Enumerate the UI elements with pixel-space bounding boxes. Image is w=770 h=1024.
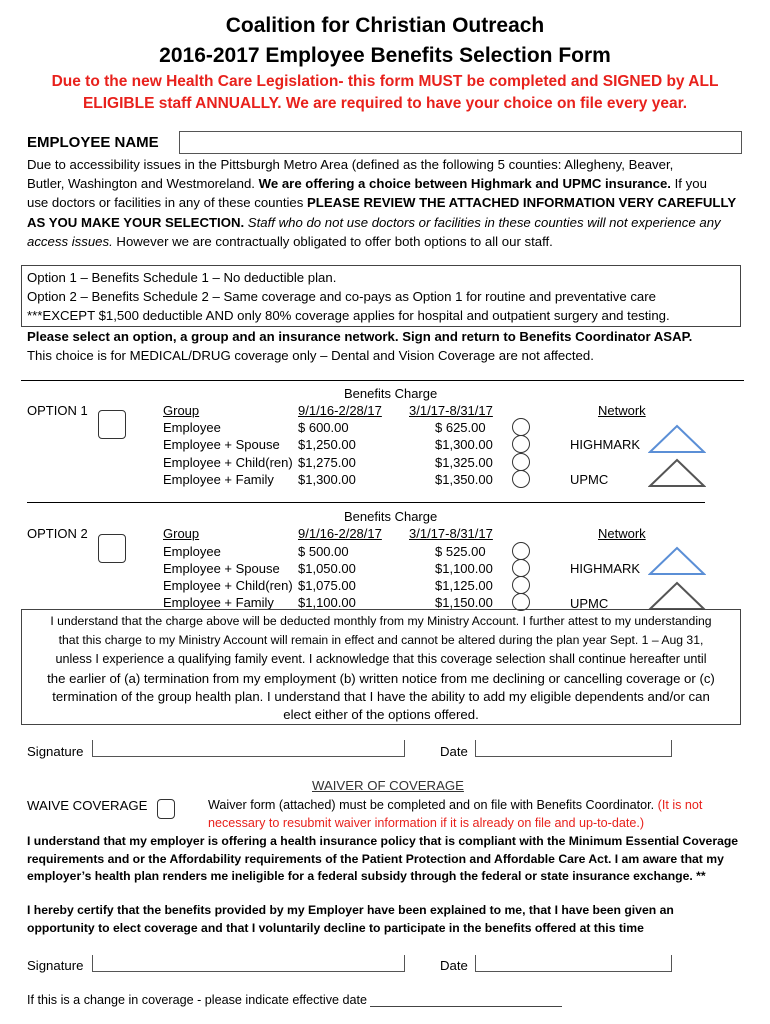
employee-name-label: EMPLOYEE NAME [27,134,159,151]
option1-group-radio[interactable] [512,453,530,471]
option2-network-highmark: HIGHMARK [570,561,641,576]
date-field-1[interactable] [475,740,672,757]
signature-label-1: Signature [27,744,84,759]
option1-period1-header: 9/1/16-2/28/17 [298,403,382,418]
waiver-cert-1: I understand that my employer is offering a health insurance policy that is compliant with the Minimum Essential Coverage [27,834,739,848]
signature-field-2[interactable] [92,955,405,972]
option1-row-group: Employee [163,420,221,435]
waiver-cert-5: opportunity to elect coverage and that I voluntarily decline to participate in the benefits offered at this time [27,921,644,935]
option1-row-p1: $1,275.00 [298,455,356,470]
option1-row-group: Employee + Child(ren) [163,455,293,470]
intro-line-5 [27,232,747,251]
waiver-text-1a: Waiver form (attached) must be completed and on file with Benefits Coordinator. [208,798,658,812]
option1-label: OPTION 1 [27,403,88,418]
intro-line-5b: However we are contractually obligated to offer both options to all our staff. [112,233,553,249]
notice-line-2: ELIGIBLE staff ANNUALLY. We are required to have your choice on file every year. [82,95,688,112]
option2-group-header: Group [163,526,200,541]
form-title: 2016-2017 Employee Benefits Selection Form [159,44,611,67]
option1-row-group: Employee + Family [163,472,274,487]
option1-row-p2: $1,300.00 [435,437,493,452]
option2-upmc-triangle-icon[interactable] [648,581,706,611]
date-field-2[interactable] [475,955,672,972]
intro-line-5a: access issues. [27,233,113,249]
option1-row-p2: $1,350.00 [435,472,493,487]
option2-highmark-triangle-icon[interactable] [648,546,706,576]
option1-benefits-charge: Benefits Charge [344,386,438,401]
option1-group-radio[interactable] [512,470,530,488]
option1-row-p1: $1,250.00 [298,437,356,452]
waiver-text-1-red: (It is not [657,798,703,812]
intro-line-3b: PLEASE REVIEW THE ATTACHED INFORMATION VERY CAREFULLY [307,195,737,211]
signature-field-1[interactable] [92,740,405,757]
intro-line-2 [27,174,747,193]
waiver-text-2: necessary to resubmit waiver information if it is already on file and up-to-date.) [208,816,645,830]
change-effective-date-label: If this is a change in coverage - please indicate effective date [27,993,368,1007]
intro-line-1: Due to accessibility issues in the Pittsburgh Metro Area (defined as the following 5 counties: Allegheny, Beaver, [27,157,674,172]
option2-row-p2: $1,150.00 [435,595,493,610]
option2-row-p1: $1,050.00 [298,561,356,576]
agreement-line-5: termination of the group health plan. I understand that I have the ability to add my eligible dependents and/or can [52,689,710,704]
option2-group-radio[interactable] [512,559,530,577]
option2-row-group: Employee + Family [163,595,274,610]
option1-upmc-triangle-icon[interactable] [648,458,706,488]
option1-network-highmark: HIGHMARK [570,437,641,452]
divider-option1 [21,380,744,381]
agreement-line-4: the earlier of (a) termination from my employment (b) written notice from me declining or cancelling coverage or (c) [47,671,715,686]
option2-checkbox[interactable] [98,534,126,563]
intro-line-2b: We are offering a choice between Highmark and UPMC insurance. [258,176,671,192]
option2-row-p2: $ 525.00 [435,544,486,559]
option2-row-p2: $1,125.00 [435,578,493,593]
option2-row-group: Employee + Spouse [163,561,280,576]
employee-name-field[interactable] [179,131,742,154]
option2-network-header: Network [598,526,646,541]
intro-line-4a: AS YOU MAKE YOUR SELECTION. [27,214,245,230]
date-label-1: Date [440,744,468,759]
waive-coverage-label: WAIVE COVERAGE [27,798,148,813]
divider-option2 [27,502,705,503]
intro-line-2c: If you [670,176,707,192]
option1-row-group: Employee + Spouse [163,437,280,452]
option2-period2-header: 3/1/17-8/31/17 [409,526,493,541]
option2-network-upmc: UPMC [570,596,609,611]
option1-row-p1: $1,300.00 [298,472,356,487]
option1-network-header: Network [598,403,646,418]
option1-period2-header: 3/1/17-8/31/17 [409,403,493,418]
option1-row-p2: $ 625.00 [435,420,486,435]
option1-checkbox[interactable] [98,410,126,439]
waive-coverage-checkbox[interactable] [157,799,175,819]
option2-row-p1: $ 500.00 [298,544,349,559]
option1-group-radio[interactable] [512,418,530,436]
agreement-line-3: unless I experience a qualifying family event. I acknowledge that this coverage selection shall continue hereafter until [55,652,707,666]
intro-line-4b: Staff who do not use doctors or facilities in these counties will not experience any [244,214,721,230]
option2-label: OPTION 2 [27,526,88,541]
option2-period1-header: 9/1/16-2/28/17 [298,526,382,541]
option1-row-p1: $ 600.00 [298,420,349,435]
option1-group-header: Group [163,403,200,418]
intro-line-2a: Butler, Washington and Westmoreland. [27,176,259,192]
option2-row-group: Employee [163,544,221,559]
option1-row-p2: $1,325.00 [435,455,493,470]
intro-line-3a: use doctors or facilities in any of these counties [27,195,308,211]
agreement-line-2: that this charge to my Ministry Account will remain in effect and cannot be altered during the plan year Sept. 1 – Aug 31, [58,633,704,647]
intro-paragraph [27,155,747,251]
waiver-heading: WAIVER OF COVERAGE [312,778,464,793]
coverage-note: This choice is for MEDICAL/DRUG coverage only – Dental and Vision Coverage are not affected. [27,348,594,363]
option2-group-radio[interactable] [512,542,530,560]
option2-summary: Option 2 – Benefits Schedule 2 – Same coverage and co-pays as Option 1 for routine and preventative care [27,289,656,304]
intro-line-3 [27,193,747,212]
option2-benefits-charge: Benefits Charge [344,509,438,524]
waiver-cert-3: employer’s health plan renders me ineligible for a federal subsidy through the federal or state insurance exchange. ** [27,869,706,883]
org-title: Coalition for Christian Outreach [225,14,545,37]
waiver-text-1 [208,798,702,813]
waiver-cert-4: I hereby certify that the benefits provided by my Employer have been explained to me, that I have been given an [27,903,674,917]
option2-row-group: Employee + Child(ren) [163,578,293,593]
option2-row-p2: $1,100.00 [435,561,493,576]
instruction-text: Please select an option, a group and an insurance network. Sign and return to Benefits Coordinator ASAP. [27,329,693,344]
change-effective-date-field[interactable] [370,994,562,1007]
option1-network-upmc: UPMC [570,472,609,487]
option2-row-p1: $1,100.00 [298,595,356,610]
date-label-2: Date [440,958,468,973]
option1-highmark-triangle-icon[interactable] [648,424,706,454]
option1-summary: Option 1 – Benefits Schedule 1 – No deductible plan. [27,270,337,285]
notice-line-1: Due to the new Health Care Legislation- this form MUST be completed and SIGNED by ALL [51,73,719,90]
agreement-line-1: I understand that the charge above will be deducted monthly from my Ministry Account. I further attest to my understanding [50,614,712,628]
option2-row-p1: $1,075.00 [298,578,356,593]
option1-group-radio[interactable] [512,435,530,453]
signature-label-2: Signature [27,958,84,973]
option2-group-radio[interactable] [512,576,530,594]
waiver-cert-2: requirements and or the Affordability requirements of the Patient Protection and Affordable Care Act. I am aware that my [27,852,724,866]
option2-exception: ***EXCEPT $1,500 deductible AND only 80% coverage applies for hospital and outpatient surgery and testing. [27,308,670,323]
intro-line-4 [27,213,747,232]
agreement-line-6: elect either of the options offered. [283,707,479,722]
